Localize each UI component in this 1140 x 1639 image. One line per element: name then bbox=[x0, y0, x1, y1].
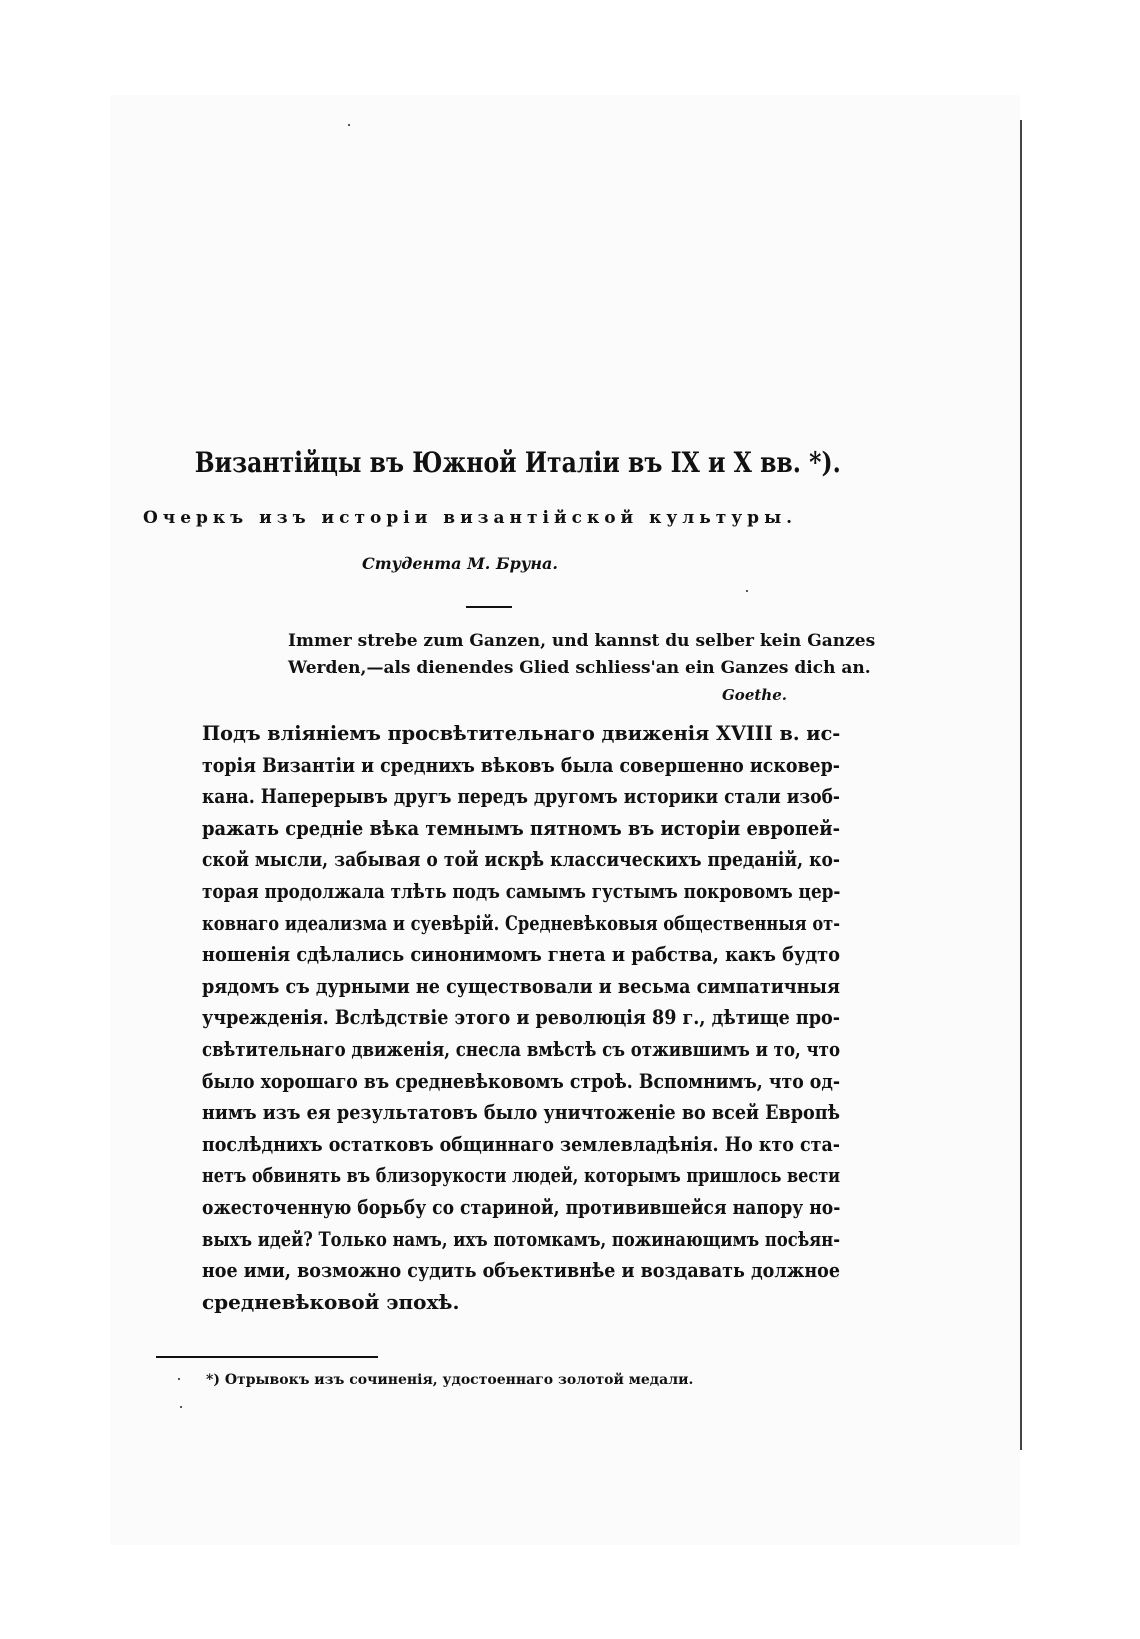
epigraph bbox=[288, 628, 876, 704]
body-line: выхъ идей? Только намъ, ихъ потомкамъ, пожинающимъ посѣян- bbox=[202, 1226, 840, 1251]
epigraph-line-1: Immer strebe zum Ganzen, und kannst du selber kein Ganzes bbox=[288, 631, 876, 651]
title-divider bbox=[466, 606, 512, 608]
body-line: нетъ обвинять въ близорукости людей, которымъ пришлось вести bbox=[202, 1163, 841, 1188]
scan-speck bbox=[746, 590, 748, 592]
scan-speck bbox=[178, 1378, 180, 1380]
body-line: ожесточенную борьбу со стариной, противившейся напору но- bbox=[202, 1194, 841, 1219]
article-subtitle: Очеркъ изъ исторіи византійской культуры. bbox=[142, 508, 798, 528]
epigraph-attribution: Goethe. bbox=[722, 686, 787, 704]
epigraph-line-2: Werden,—als dienendes Glied schliess'an ein Ganzes dich an. bbox=[288, 658, 871, 678]
body-line: ражать средніе вѣка темнымъ пятномъ въ исторіи европей- bbox=[202, 815, 840, 840]
body-line: послѣднихъ остатковъ общиннаго землевладѣнія. Но кто ста- bbox=[202, 1131, 840, 1156]
footnote-divider bbox=[156, 1356, 378, 1358]
article-author: Студента М. Бруна. bbox=[362, 554, 558, 573]
body-line: учрежденія. Вслѣдствіе этого и революція 89 г., дѣтище про- bbox=[202, 1005, 840, 1030]
body-line: рядомъ съ дурными не существовали и весьма симпатичныя bbox=[202, 973, 840, 998]
body-line: ное ими, возможно судить объективнѣе и воздавать должное bbox=[202, 1258, 840, 1283]
body-line: нимъ изъ ея результатовъ было уничтоженіе во всей Европѣ bbox=[202, 1100, 840, 1125]
body-paragraph bbox=[202, 718, 840, 1318]
body-line: свѣтительнаго движенія, снесла вмѣстѣ съ отжившимъ и то, что bbox=[202, 1036, 840, 1061]
body-line: кана. Наперерывъ другъ передъ другомъ историки стали изоб- bbox=[202, 784, 840, 809]
scan-speck bbox=[180, 1406, 182, 1408]
body-line: ковнаго идеализма и суевѣрій. Средневѣковыя общественныя от- bbox=[202, 910, 840, 935]
scan-speck bbox=[348, 124, 350, 126]
body-line: торая продолжала тлѣть подъ самымъ густымъ покровомъ цер- bbox=[202, 878, 841, 903]
footnote: *) Отрывокъ изъ сочиненія, удостоеннаго золотой медали. bbox=[206, 1372, 694, 1388]
body-line: средневѣковой эпохѣ. bbox=[202, 1289, 460, 1314]
body-line: торія Византіи и среднихъ вѣковъ была совершенно исковер- bbox=[202, 752, 840, 777]
article-title: Византійцы въ Южной Италіи въ IX и X вв. *). bbox=[194, 446, 841, 479]
page-edge-line bbox=[1020, 120, 1022, 1450]
body-line: ношенія сдѣлались синонимомъ гнета и рабства, какъ будто bbox=[202, 942, 841, 967]
body-line: Подъ вліяніемъ просвѣтительнаго движенія XVIII в. ис- bbox=[202, 721, 841, 745]
body-line: ской мысли, забывая о той искрѣ классическихъ преданій, ко- bbox=[202, 847, 840, 872]
body-line: было хорошаго въ средневѣковомъ строѣ. Вспомнимъ, что од- bbox=[202, 1068, 840, 1093]
